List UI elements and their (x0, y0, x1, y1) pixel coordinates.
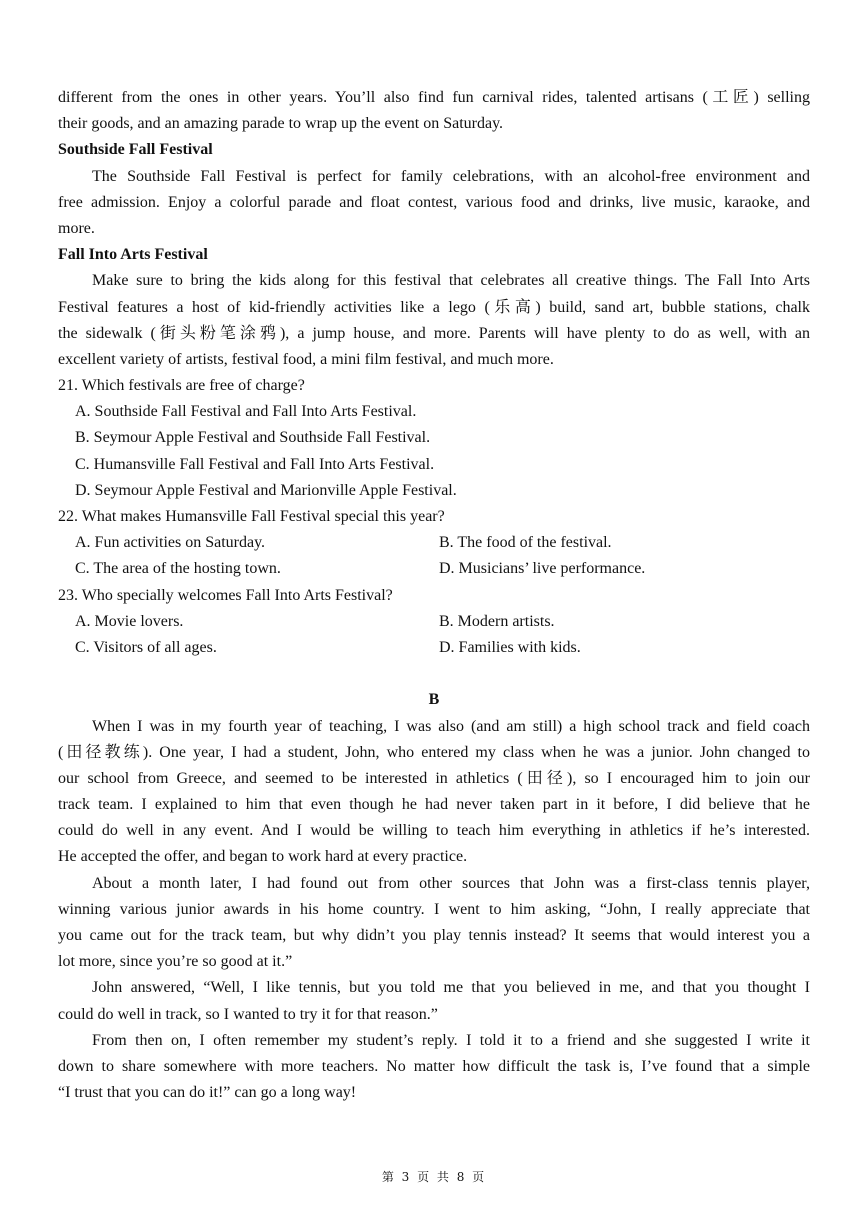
section-b-p4-line: down to share somewhere with more teachers. No matter how difficult the task is, I’ve found that a simple (58, 1057, 810, 1075)
q21-option-c: C. Humansville Fall Festival and Fall Into Arts Festival. (75, 455, 435, 473)
q22-option-d: D. Musicians’ live performance. (439, 560, 646, 578)
southside-heading: Southside Fall Festival (58, 141, 213, 159)
fallarts-line: Festival features a host of kid-friendly activities like a lego (乐高) build, sand art, bubble stations, chalk (58, 298, 810, 316)
section-b-p1-line: He accepted the offer, and began to work hard at every practice. (58, 848, 468, 866)
question-21: 21. Which festivals are free of charge? (58, 377, 305, 395)
q23-option-b: B. Modern artists. (439, 612, 555, 630)
section-b-p2-line: winning various junior awards in his home country. I went to him asking, “John, I really appreciate that (58, 900, 810, 918)
q23-options-row (58, 635, 810, 661)
section-b-p1-line: track team. I explained to him that even though he had never taken part in it before, I did believe that he (58, 796, 810, 814)
intro-line: different from the ones in other years. You’ll also find fun carnival rides, talented artisans (工匠) selling (58, 89, 810, 106)
q21-option-d: D. Seymour Apple Festival and Marionville Apple Festival. (75, 481, 457, 499)
question-23: 23. Who specially welcomes Fall Into Arts Festival? (58, 586, 393, 604)
section-b-p3-line: could do well in track, so I wanted to try it for that reason.” (58, 1005, 438, 1023)
section-b-p1-line: When I was in my fourth year of teaching, I was also (and am still) a high school track and field coach (92, 717, 810, 735)
fallarts-heading: Fall Into Arts Festival (58, 246, 208, 264)
document-page (58, 85, 810, 1106)
q22-option-a: A. Fun activities on Saturday. (75, 534, 266, 552)
southside-line: free admission. Enjoy a colorful parade and float contest, various food and drinks, live music, karaoke, and (58, 193, 810, 211)
intro-line: their goods, and an amazing parade to wrap up the event on Saturday. (58, 115, 504, 133)
q23-option-a: A. Movie lovers. (75, 612, 184, 630)
section-b-p3-line: John answered, “Well, I like tennis, but you told me that you believed in me, and that you thought I (92, 979, 810, 997)
fallarts-line: Make sure to bring the kids along for this festival that celebrates all creative things. The Fall Into Arts (92, 272, 810, 290)
spacer (58, 661, 810, 687)
fallarts-line: excellent variety of artists, festival food, a mini film festival, and much more. (58, 350, 554, 368)
section-b-p1-line: could do well in any event. And I would be willing to teach him everything in athletics if he’s interested. (58, 822, 810, 840)
section-b-p2-line: About a month later, I had found out from other sources that John was a first-class tennis player, (92, 874, 810, 892)
q21-option-a: A. Southside Fall Festival and Fall Into Arts Festival. (75, 403, 417, 421)
section-b-p4-line: “I trust that you can do it!” can go a long way! (58, 1084, 357, 1102)
question-22: 22. What makes Humansville Fall Festival special this year? (58, 508, 445, 525)
section-b-label: B (428, 691, 440, 709)
q22-options-row (58, 556, 810, 582)
section-b-p1-line: our school from Greece, and seemed to be interested in athletics (田径), so I encouraged him to join our (58, 769, 810, 787)
southside-line: more. (58, 219, 95, 237)
page-number-footer: 第 3 页 共 8 页 (381, 1170, 487, 1184)
section-b-p2-line: lot more, since you’re so good at it.” (58, 953, 293, 971)
section-b-p2-line: you came out for the track team, but why didn’t you play tennis instead? It seems that would interest you a (58, 927, 810, 944)
section-b-p1-line: (田径教练). One year, I had a student, John, who entered my class when he was a junior. John changed to (58, 743, 810, 761)
section-b-p4-line: From then on, I often remember my student’s reply. I told it to a friend and she suggested I write it (92, 1031, 810, 1049)
q23-option-c: C. Visitors of all ages. (75, 638, 217, 656)
southside-line: The Southside Fall Festival is perfect for family celebrations, with an alcohol-free environment and (92, 167, 810, 185)
q22-option-c: C. The area of the hosting town. (75, 560, 281, 578)
q23-options-row (58, 609, 810, 635)
q23-option-d: D. Families with kids. (439, 638, 581, 656)
fallarts-line: the sidewalk (街头粉笔涂鸦), a jump house, and more. Parents will have plenty to do as well, with an (58, 324, 810, 342)
q21-option-b: B. Seymour Apple Festival and Southside Fall Festival. (75, 429, 431, 447)
q22-option-b: B. The food of the festival. (439, 534, 612, 552)
q22-options-row (58, 530, 810, 556)
